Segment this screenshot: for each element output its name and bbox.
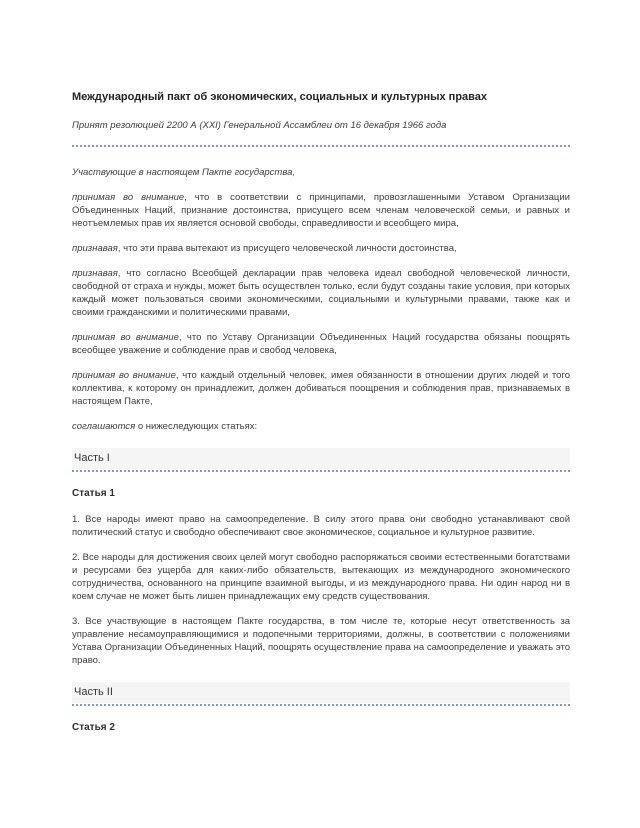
article-1-paragraph-2: 2. Все народы для достижения своих целей могут свободно распоряжаться своими естественными богатствами и ресурсами без ущерба для каких-либо обязательств, вытекающих из международного экономического сотрудничества, основанного на принципе взаимной выгоды, и из международного права. Ни один народ ни в коем случае не может быть лишен принадлежащих ему средств существования.: [72, 552, 570, 602]
article-1-paragraph-1: 1. Все народы имеют право на самоопределение. В силу этого права они свободно устанавливают свой политический статус и свободно обеспечивают свое экономическое, социальное и культурное развитие.: [72, 514, 570, 538]
preamble-text: , что эти права вытекают из присущего человеческой личности достоинства,: [117, 243, 457, 254]
part-2-divider: [72, 704, 570, 706]
preamble-paragraph-inherent-dignity: [72, 242, 570, 255]
part-1-label: Часть I: [74, 452, 110, 464]
preamble-paragraph-states: [72, 166, 570, 179]
preamble-paragraph-un-obligation: [72, 331, 570, 357]
part-2-heading: [72, 682, 570, 703]
preamble-text: , что каждый отдельный человек, имея обязанности в отношении других людей и того коллектива, к которому он принадлежит, должен добиваться поощрения и соблюдения прав, признаваемых в настоящем Пакте,: [72, 370, 570, 407]
article-2-heading: Статья 2: [72, 722, 115, 733]
preamble-text: о нижеследующих статьях:: [135, 421, 258, 432]
preamble-lead: принимая во внимание: [72, 370, 176, 381]
title-divider: [72, 145, 570, 147]
preamble-lead: Участвующие в настоящем Пакте государства,: [72, 167, 295, 178]
part-1-heading: [72, 448, 570, 469]
preamble-text: , что в соответствии с принципами, провозглашенными Уставом Организации Объединенных Наций, признание достоинства, присущего всем членам человеческой семьи, и равных и неотъемлемых прав их является основой свободы, справедливости и всеобщего мира,: [72, 192, 570, 229]
preamble-paragraph-individual-duties: [72, 369, 570, 408]
preamble-lead: принимая во внимание: [72, 192, 185, 203]
part-2-label: Часть II: [74, 686, 113, 698]
article-1-heading: Статья 1: [72, 488, 115, 499]
preamble-lead: признавая: [72, 243, 118, 254]
document-subtitle: Принят резолюцией 2200 А (XXI) Генеральной Ассамблеи от 16 декабря 1966 года: [72, 120, 447, 131]
preamble-text: , что по Уставу Организации Объединенных Наций государства обязаны поощрять всеобщее уважение и соблюдение прав и свобод человека,: [72, 332, 570, 356]
article-1-paragraph-3: 3. Все участвующие в настоящем Пакте государства, в том числе те, которые несут ответственность за управление несамоуправляющимися и подопечными территориями, должны, в соответствии с положениями Устава Организации Объединенных Наций, поощрять осуществление права на самоопределение и уважать это право.: [72, 616, 570, 666]
preamble-lead: соглашаются: [72, 421, 136, 432]
preamble-lead: признавая: [72, 268, 118, 279]
preamble-paragraph-udhr-ideal: [72, 267, 570, 319]
preamble-paragraph-charter-principles: [72, 191, 570, 230]
preamble-text: , что согласно Всеобщей декларации прав человека идеал свободной человеческой личности, свободной от страха и нужды, может быть осуществлен только, если будут созданы такие условия, при которых каждый может пользоваться своими экономическими, социальными и культурными правами, также как и своими гражданскими и политическими правами,: [72, 268, 570, 318]
preamble-paragraph-agreement: [72, 420, 570, 433]
document-title: Международный пакт об экономических, социальных и культурных правах: [72, 91, 488, 103]
preamble-lead: принимая во внимание: [72, 332, 179, 343]
part-1-divider: [72, 470, 570, 472]
